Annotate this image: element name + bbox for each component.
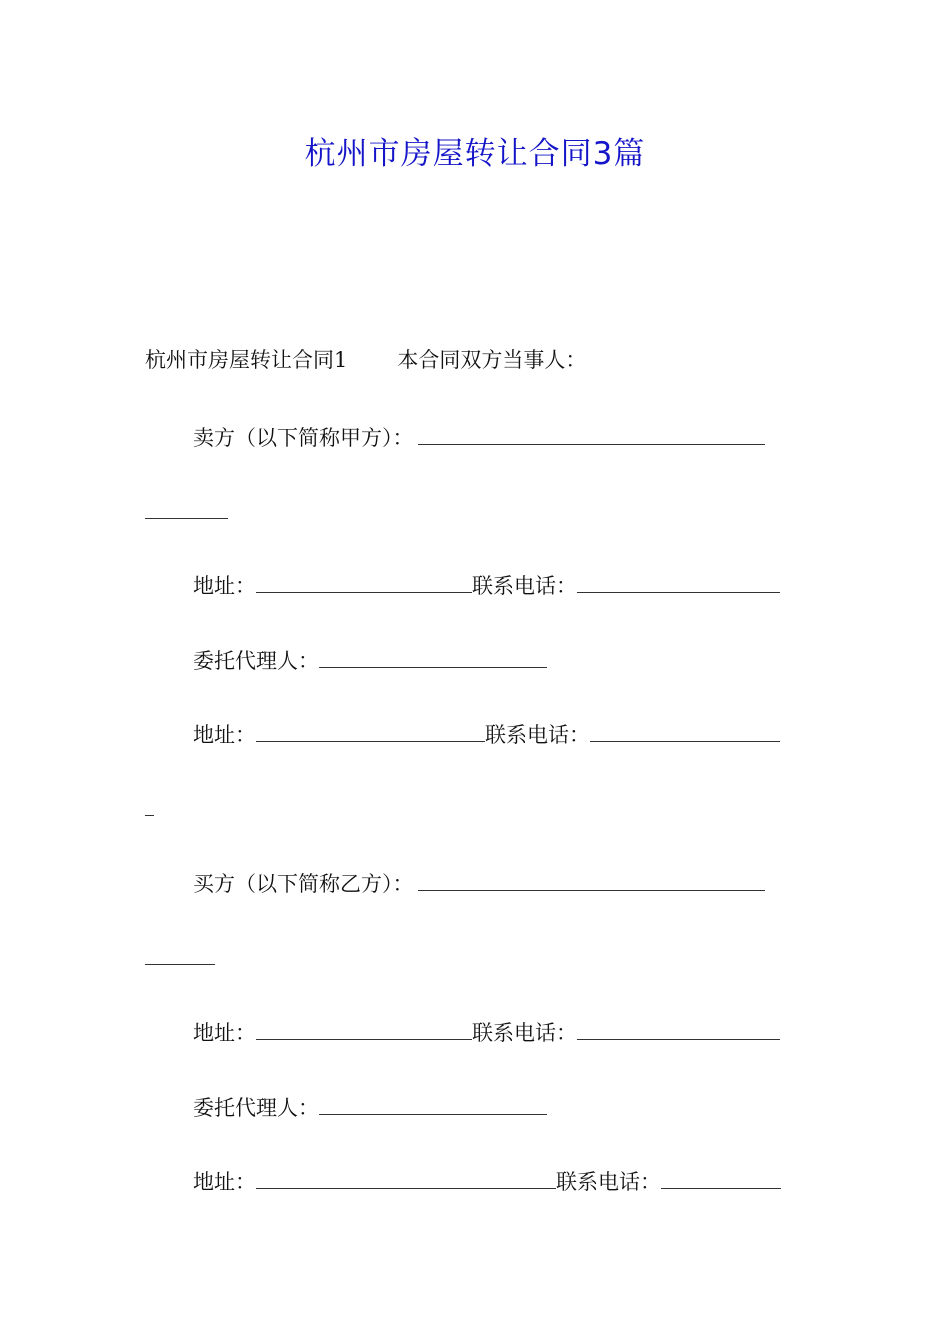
seller-agent-address-label: 地址： (193, 723, 256, 747)
buyer-phone-blank (577, 1017, 780, 1040)
buyer-name-blank-continued (145, 942, 215, 965)
buyer-name-blank (418, 868, 765, 891)
buyer-agent-address-blank (256, 1166, 556, 1189)
buyer-phone-label: 联系电话： (472, 1021, 577, 1045)
seller-address-blank (256, 570, 472, 593)
document-title: 杭州市房屋转让合同3篇 (304, 136, 646, 172)
buyer-line (193, 868, 765, 898)
seller-agent-continuation-line (145, 793, 154, 823)
seller-address-line (193, 570, 780, 600)
buyer-agent-address-label: 地址： (193, 1170, 256, 1194)
seller-name-blank-continued (145, 496, 228, 519)
seller-phone-blank (577, 570, 780, 593)
buyer-agent-line (193, 1092, 547, 1122)
buyer-label: 买方（以下简称乙方）： (193, 872, 414, 896)
buyer-agent-phone-blank (661, 1166, 781, 1189)
seller-name-blank (418, 422, 765, 445)
buyer-agent-address-line (193, 1166, 781, 1196)
seller-continuation-line (145, 496, 228, 526)
seller-agent-address-blank (256, 719, 485, 742)
buyer-continuation-line (145, 942, 215, 972)
seller-phone-label: 联系电话： (472, 574, 577, 598)
seller-agent-phone-label: 联系电话： (485, 723, 590, 747)
seller-address-label: 地址： (193, 574, 256, 598)
seller-agent-blank (319, 645, 547, 668)
seller-agent-phone-blank-continued (145, 793, 154, 816)
buyer-agent-label: 委托代理人： (193, 1096, 319, 1120)
seller-agent-line (193, 645, 547, 675)
intro-text: 本合同双方当事人： (397, 348, 587, 372)
seller-label: 卖方（以下简称甲方）： (193, 426, 414, 450)
seller-agent-phone-blank (590, 719, 780, 742)
section-heading: 杭州市房屋转让合同1 (145, 348, 348, 372)
buyer-address-blank (256, 1017, 472, 1040)
buyer-agent-blank (319, 1092, 547, 1115)
seller-agent-label: 委托代理人： (193, 649, 319, 673)
buyer-agent-phone-label: 联系电话： (556, 1170, 661, 1194)
section-heading-line (145, 345, 586, 375)
seller-line (193, 422, 765, 452)
buyer-address-label: 地址： (193, 1021, 256, 1045)
buyer-address-line (193, 1017, 780, 1047)
seller-agent-address-line (193, 719, 780, 749)
